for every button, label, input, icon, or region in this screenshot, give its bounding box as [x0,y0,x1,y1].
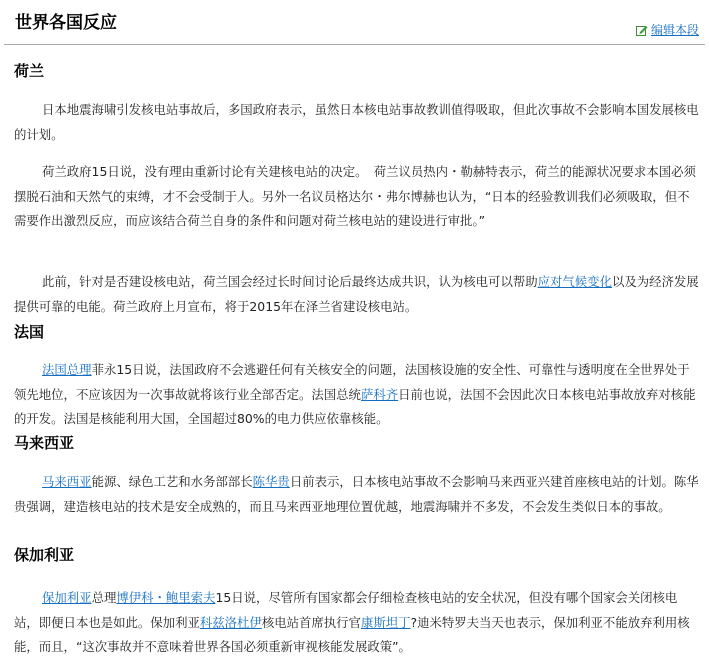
text-segment: ?迪米特罗夫当天也表示，保加利亚不能放弃利用核能，而且，“这次事故并不意味着世界各国必须重新审视核能发展政策”。 [14,614,690,655]
paragraph [14,160,700,234]
text-segment: 总理 [91,590,117,606]
text-segment: 菲永15日说，法国政府不会逃避任何有关核安全的问题，法国核设施的安全性、可靠性与透明度在全世界处于领先地位，不应该因为一次事故就将该行业全部否定。法国总统 [14,362,690,402]
text-segment: 核电站首席执行官 [261,614,361,630]
inline-link[interactable]: 萨科齐 [360,386,399,402]
paragraph [14,98,700,147]
inline-link[interactable]: 马来西亚 [42,474,92,490]
text-segment: 荷兰政府15日说，没有理由重新讨论有关建核电站的决定。 荷兰议员热内・勒赫特表示，荷兰的能源状况要求本国必须摆脱石油和天然气的束缚，才不会受制于人。另外一名议员格达尔・弗尔博赫也认为，“日本的经验教训我们必须吸取，但不需要作出激烈反应，而应该结合荷兰自身的条件和问题对荷兰核电站的建设进行审批。” [14,164,696,229]
country-heading-france: 法国 [14,323,45,341]
text-segment: 能源、绿色工艺和水务部部长 [91,474,253,490]
inline-link[interactable]: 保加利亚 [42,590,92,606]
country-heading-bulgaria: 保加利亚 [14,546,75,564]
text-segment: 15日说，尽管所有国家都会仔细检查核电站的安全状况，但没有哪个国家会关闭核电站，即便日本也是如此。保加利亚 [14,590,678,630]
inline-link[interactable]: 陈华贵 [252,474,290,490]
inline-link[interactable]: 法国总理 [42,362,92,378]
text-segment: 日前也说，法国不会因此次日本核电站事故放弃对核能的开发。法国是核能利用大国，全国超过80%的电力供应依靠核能。 [14,386,696,427]
country-heading-malaysia: 马来西亚 [14,434,75,452]
text-segment: 此前，针对是否建设核电站，荷兰国会经过长时间讨论后最终达成共识，认为核电可以帮助 [42,274,538,290]
text-segment: 以及为经济发展提供可靠的电能。荷兰政府上月宣布，将于2015年在泽兰省建设核电站。 [14,274,699,314]
inline-link[interactable]: 科兹洛杜伊 [199,614,262,630]
section-header [4,0,705,45]
inline-link[interactable]: 博伊科・鲍里索夫 [116,590,216,606]
paragraph [14,586,700,660]
paragraph [14,270,700,319]
inline-link[interactable]: 康斯坦丁 [360,614,411,630]
edit-section-label[interactable]: 编辑本段 [650,23,699,37]
paragraph [14,470,700,519]
text-segment: 日本地震海啸引发核电站事故后，多国政府表示，虽然日本核电站事故教训值得吸取，但此次事故不会影响本国发展核电的计划。 [14,102,699,142]
edit-icon [636,25,648,36]
edit-section-link[interactable] [636,22,699,38]
paragraph [14,358,700,432]
section-title: 世界各国反应 [15,13,117,33]
inline-link[interactable]: 应对气候变化 [537,274,612,290]
text-segment: 日前表示，日本核电站事故不会影响马来西亚兴建首座核电站的计划。陈华贵强调，建造核电站的技术是安全成熟的，而且马来西亚地理位置优越，地震海啸并不多发，不会发生类似日本的事故。 [14,474,699,514]
country-heading-netherlands: 荷兰 [14,62,45,80]
